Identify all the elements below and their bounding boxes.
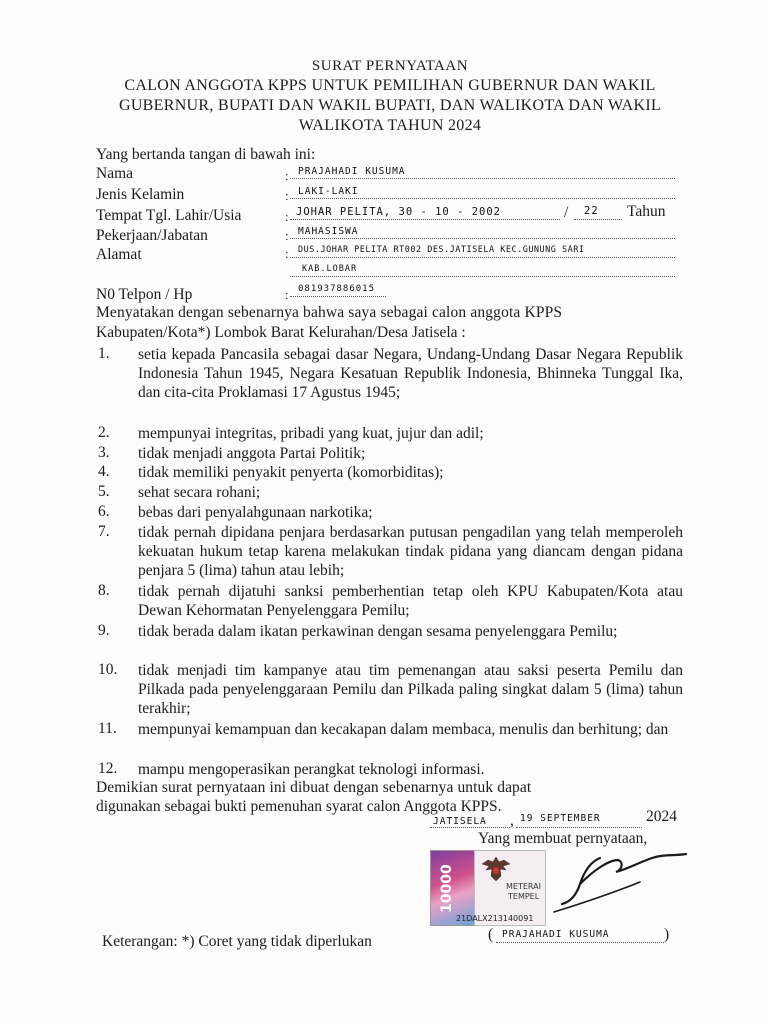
item-8-text: tidak pernah dijatuhi sanksi pemberhentian tetap oleh KPU Kabupaten/Kota atau Dewan Kehormatan Penyelenggara Pemilu;: [138, 583, 683, 619]
intro-text: Yang bertanda tangan di bawah ini:: [96, 146, 316, 163]
pekerjaan-dotted-line: [290, 238, 675, 239]
alamat-value-line2: KAB.LOBAR: [302, 264, 358, 274]
tahun-label: Tahun: [627, 203, 666, 220]
date-value: 19 SEPTEMBER: [520, 813, 601, 824]
item-12-number: 12.: [98, 760, 118, 777]
pekerjaan-value: MAHASISWA: [298, 226, 359, 237]
item-3-number: 3.: [98, 444, 110, 461]
usia-dotted-line: [574, 219, 622, 220]
place-dotted-line: [430, 827, 510, 828]
jk-colon: :: [285, 188, 289, 203]
stamp-value: 10000: [439, 864, 455, 913]
closing-line-2: digunakan sebagai bukti pemenuhan syarat calon Anggota KPPS.: [96, 798, 502, 815]
statement-line-2: Kabupaten/Kota*) Lombok Barat Kelurahan/Desa Jatisela :: [96, 324, 466, 341]
stamp-serial-code: 21DALX213140091: [456, 914, 534, 923]
date-dotted-line: [516, 827, 642, 828]
signer-name: PRAJAHADI KUSUMA: [502, 929, 610, 940]
item-4-text: tidak memiliki penyakit penyerta (komorbiditas);: [138, 464, 444, 481]
alamat-colon: :: [285, 246, 289, 261]
item-2-number: 2.: [98, 424, 110, 441]
pekerjaan-label: Pekerjaan/Jabatan: [96, 227, 208, 244]
signature-image: [540, 838, 690, 918]
heading-line-4: WALIKOTA TAHUN 2024: [298, 117, 482, 134]
statement-line-1: Menyatakan dengan sebenarnya bahwa saya sebagai calon anggota KPPS: [96, 304, 563, 321]
item-5-number: 5.: [98, 483, 110, 500]
alamat-label: Alamat: [96, 246, 142, 263]
ttl-colon: :: [285, 209, 289, 224]
alamat-dotted-line-1: [290, 257, 675, 258]
item-9-text: tidak berada dalam ikatan perkawinan dengan sesama penyelenggara Pemilu;: [138, 623, 618, 640]
item-3-text: tidak menjadi anggota Partai Politik;: [138, 445, 366, 462]
item-6-text: bebas dari penyalahgunaan narkotika;: [138, 504, 373, 521]
item-10-number: 10.: [98, 661, 118, 678]
place-date-separator: ,: [510, 812, 514, 829]
ttl-label: Tempat Tgl. Lahir/Usia: [96, 207, 242, 224]
nama-value: PRAJAHADI KUSUMA: [298, 166, 406, 177]
garuda-icon: [480, 854, 512, 884]
item-7-text: tidak pernah dipidana penjara berdasarkan putusan pengadilan yang telah memperoleh kekuatan hukum tetap karena melakukan tindak pidana yang diancam dengan pidana penjara 5 (lima) tahun atau lebih;: [138, 524, 683, 579]
place-value: JATISELA: [433, 816, 487, 827]
item-1-text: setia kepada Pancasila sebagai dasar Negara, Undang-Undang Dasar Negara Republik Indonesia Tahun 1945, Negara Kesatuan Republik Indonesia, Bhinneka Tunggal Ika, dan cita-cita Proklamasi 17 Agustus 1945;: [138, 346, 683, 401]
signer-dotted-line: [496, 942, 664, 943]
year-value: 2024: [646, 808, 677, 825]
item-1-number: 1.: [98, 345, 110, 362]
signer-open-paren: (: [488, 926, 494, 943]
telp-label: N0 Telpon / Hp: [96, 286, 193, 303]
item-10-text: tidak menjadi tim kampanye atau tim pemenangan atau saksi peserta Pemilu dan Pilkada pada penyelenggaraan Pemilu dan Pilkada paling singkat dalam 5 (lima) tahun terakhir;: [138, 662, 683, 717]
nama-dotted-line: [290, 178, 675, 179]
item-12-text: mampu mengoperasikan perangkat teknologi informasi.: [138, 761, 485, 778]
item-2-text: mempunyai integritas, pribadi yang kuat, jujur dan adil;: [138, 425, 484, 442]
telp-dotted-line: [290, 296, 386, 297]
stamp-label-1: METERAI: [506, 882, 541, 891]
item-5-text: sehat secara rohani;: [138, 484, 261, 501]
heading-line-2: CALON ANGGOTA KPPS UNTUK PEMILIHAN GUBERNUR DAN WAKIL: [124, 77, 656, 94]
alamat-value-line1: DUS.JOHAR PELITA RT002 DES.JATISELA KEC.GUNUNG SARI: [298, 245, 585, 255]
item-7-number: 7.: [98, 523, 110, 540]
footnote: Keterangan: *) Coret yang tidak diperlukan: [102, 933, 372, 950]
ttl-value: JOHAR PELITA, 30 - 10 - 2002: [296, 206, 502, 218]
jk-dotted-line: [290, 198, 675, 199]
heading-title: SURAT PERNYATAAN: [311, 58, 469, 74]
heading-line-3: GUBERNUR, BUPATI DAN WAKIL BUPATI, DAN WALIKOTA DAN WAKIL: [118, 97, 662, 114]
jk-value: LAKI-LAKI: [298, 186, 359, 197]
item-9-number: 9.: [98, 622, 110, 639]
alamat-dotted-line-2: [290, 276, 675, 277]
closing-line-1: Demikian surat pernyataan ini dibuat dengan sebenarnya untuk dapat: [96, 779, 532, 796]
item-4-number: 4.: [98, 463, 110, 480]
telp-value: 081937886015: [298, 284, 376, 294]
jk-label: Jenis Kelamin: [96, 186, 185, 203]
ttl-slash: /: [564, 204, 569, 221]
nama-colon: :: [285, 168, 289, 183]
stamp-label-2: TEMPEL: [508, 892, 540, 901]
item-11-number: 11.: [98, 720, 117, 737]
heading-subtitle: [60, 76, 720, 136]
signer-close-paren: ): [664, 926, 670, 943]
telp-colon: :: [285, 287, 289, 302]
item-11-text: mempunyai kemampuan dan kecakapan dalam membaca, menulis dan berhitung; dan: [138, 721, 669, 738]
item-6-number: 6.: [98, 503, 110, 520]
item-8-number: 8.: [98, 582, 110, 599]
meterai-stamp: [428, 848, 546, 928]
nama-label: Nama: [96, 165, 134, 182]
ttl-dotted-line: [290, 219, 560, 220]
pekerjaan-colon: :: [285, 228, 289, 243]
signer-title: Yang membuat pernyataan,: [478, 830, 648, 847]
usia-value: 22: [584, 205, 599, 217]
